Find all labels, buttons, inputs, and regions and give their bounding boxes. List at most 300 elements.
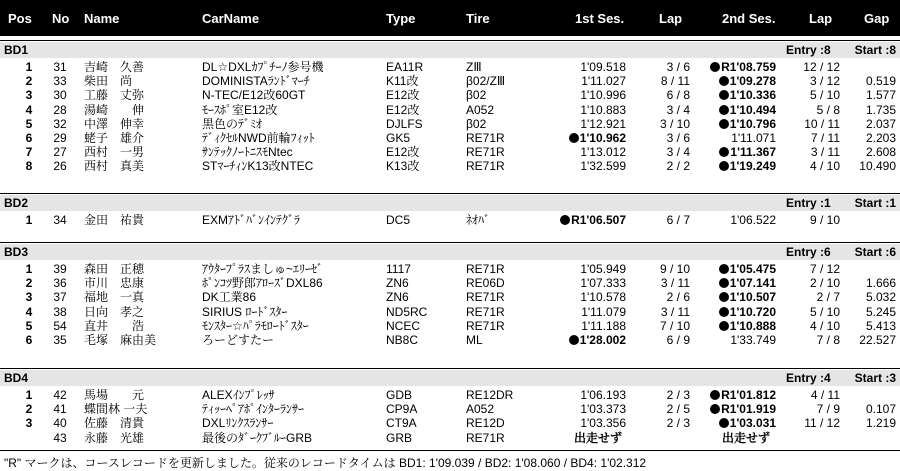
cell-lap1: 6 / 8 <box>666 88 690 103</box>
time-text: 1'10.578 <box>580 290 626 305</box>
time-text: 1'10.494 <box>729 102 776 117</box>
cell-name: 直井 浩 <box>84 318 145 333</box>
cell-carname: ﾓﾝｽﾀｰ☆ﾊﾟﾗﾓﾛｰﾄﾞｽﾀｰ <box>202 318 309 333</box>
cell-type: GK5 <box>386 131 411 145</box>
section-divider <box>0 450 900 451</box>
result-row <box>0 388 900 402</box>
time-text: 1'13.012 <box>580 145 626 160</box>
cell-no: 34 <box>53 213 67 227</box>
time-text: 1'03.356 <box>580 416 626 431</box>
cell-name: 湯崎 伸 <box>84 102 145 117</box>
cell-pos: 3 <box>25 290 33 305</box>
time-text: 1'06.193 <box>580 388 626 402</box>
cell-lap2: 7 / 9 <box>816 402 840 417</box>
time-text: 1'05.949 <box>580 262 626 276</box>
cell-lap2: 7 / 11 <box>810 131 840 145</box>
class-header <box>0 244 900 260</box>
cell-lap1: 2 / 3 <box>666 416 690 431</box>
cell-2nd-session <box>676 60 776 74</box>
cell-carname: ﾓｰｽﾎﾟ室E12改 <box>202 102 278 117</box>
cell-tire: β02 <box>466 88 487 103</box>
cell-gap: 0.519 <box>865 74 896 89</box>
time-text: 1'11.027 <box>581 74 626 89</box>
time-text: 1'10.996 <box>580 88 626 103</box>
cell-pos: 7 <box>25 145 33 160</box>
cell-2nd-session <box>676 276 776 290</box>
cell-1st-session <box>526 117 626 131</box>
class-entry-count: Entry :1 <box>786 196 831 210</box>
cell-no: 39 <box>53 262 67 276</box>
cell-type: E12改 <box>386 102 420 117</box>
section-divider <box>0 193 900 194</box>
class-entry-count: Entry :8 <box>786 43 831 57</box>
cell-lap2: 7 / 8 <box>816 333 840 347</box>
cell-no: 27 <box>53 145 67 160</box>
class-header <box>0 370 900 386</box>
cell-2nd-session <box>676 416 776 430</box>
cell-carname: ﾃﾞｨｸｾﾙNWD前輪ﾌｨｯﾄ <box>202 131 315 145</box>
cell-gap: 10.490 <box>859 159 896 174</box>
best-lap-dot-icon <box>719 147 729 157</box>
cell-lap1: 3 / 11 <box>660 304 690 319</box>
time-text: 1'07.333 <box>580 276 626 291</box>
cell-1st-session <box>526 276 626 290</box>
cell-no: 30 <box>53 88 67 103</box>
cell-no: 33 <box>53 74 67 89</box>
cell-gap: 2.037 <box>865 116 896 131</box>
cell-gap: 5.032 <box>865 290 896 305</box>
cell-carname: DOMINISTAﾗﾝﾄﾞﾏｰﾁ <box>202 74 310 89</box>
class-name: BD1 <box>4 43 29 57</box>
cell-1st-session <box>526 388 626 402</box>
cell-2nd-session <box>676 159 776 173</box>
best-lap-dot-icon <box>719 278 729 288</box>
cell-name: 永藤 光雄 <box>84 430 145 445</box>
cell-carname: DK工業86 <box>202 290 257 305</box>
cell-gap: 5.413 <box>865 318 896 333</box>
result-row <box>0 319 900 333</box>
cell-gap: 1.577 <box>865 88 896 103</box>
section-divider <box>0 368 900 369</box>
cell-type: DJLFS <box>386 116 423 131</box>
time-text: 1'07.141 <box>729 276 776 291</box>
cell-tire: A052 <box>466 402 495 417</box>
cell-carname: ｱｳﾀｰﾌﾟﾗｽましゅ~ｴﾘｰｾﾞ <box>202 262 324 276</box>
cell-2nd-session <box>676 402 776 416</box>
cell-carname: ALEXｲﾝﾌﾟﾚｯｻ <box>202 388 275 402</box>
cell-name: 福地 一真 <box>84 290 145 305</box>
cell-lap1: 2 / 5 <box>666 402 690 417</box>
cell-2nd-session <box>676 319 776 333</box>
cell-pos: 5 <box>25 318 33 333</box>
cell-type: ZN6 <box>386 276 409 291</box>
cell-1st-session <box>526 159 626 173</box>
cell-1st-session <box>526 103 626 117</box>
time-text: R1'06.507 <box>571 213 626 227</box>
time-text: 1'11.188 <box>581 318 626 333</box>
cell-lap1: 7 / 10 <box>659 318 690 333</box>
result-row <box>0 402 900 416</box>
cell-type: GDB <box>386 388 413 402</box>
cell-1st-session <box>526 416 626 430</box>
best-lap-dot-icon <box>710 404 720 414</box>
cell-lap2: 4 / 10 <box>809 318 840 333</box>
cell-pos: 3 <box>25 88 33 103</box>
best-lap-dot-icon <box>569 133 579 143</box>
cell-1st-session <box>526 262 626 276</box>
cell-1st-session <box>526 145 626 159</box>
cell-1st-session <box>526 290 626 304</box>
header-pos: Pos <box>8 11 32 26</box>
cell-name: 佐藤 清貴 <box>84 416 145 431</box>
cell-gap: 1.666 <box>865 276 896 291</box>
header-carname: CarName <box>202 11 260 26</box>
cell-tire: RE71R <box>466 145 505 160</box>
cell-pos: 6 <box>25 333 33 347</box>
cell-carname: 最後のﾀﾞｰｸﾌﾞﾙｰGRB <box>202 430 313 445</box>
result-row <box>0 290 900 304</box>
cell-name: 馬場 元 <box>84 388 145 402</box>
cell-lap2: 7 / 12 <box>809 262 840 276</box>
best-lap-dot-icon <box>719 161 729 171</box>
cell-pos: 8 <box>25 159 33 174</box>
cell-lap2: 5 / 8 <box>816 102 840 117</box>
best-lap-dot-icon <box>719 90 729 100</box>
time-text: 1'06.522 <box>730 213 776 227</box>
cell-name: 蝶間林 一夫 <box>84 402 148 417</box>
cell-name: 柴田 尚 <box>84 74 133 89</box>
cell-tire: RE71R <box>466 318 505 333</box>
cell-no: 28 <box>53 102 67 117</box>
cell-2nd-session <box>676 290 776 304</box>
cell-type: ZN6 <box>386 290 409 305</box>
cell-1st-session <box>526 88 626 102</box>
cell-lap1: 2 / 2 <box>666 159 690 174</box>
cell-type: NB8C <box>386 333 419 347</box>
result-row <box>0 117 900 131</box>
cell-type: K11改 <box>386 74 419 89</box>
cell-no: 26 <box>53 159 67 174</box>
cell-type: CP9A <box>386 402 418 417</box>
cell-2nd-session <box>676 213 776 227</box>
time-text: 1'03.031 <box>729 416 776 431</box>
cell-carname: ﾃｨｯｰﾍﾟｱﾎﾟｲﾝﾀｰﾗﾝｻｰ <box>202 402 305 417</box>
cell-tire: RE71R <box>466 159 505 174</box>
cell-pos: 5 <box>25 116 33 131</box>
cell-gap: 22.527 <box>859 333 896 347</box>
time-text: R1'01.919 <box>721 402 776 417</box>
best-lap-dot-icon <box>719 307 729 317</box>
cell-no: 38 <box>53 304 67 319</box>
cell-no: 42 <box>53 388 67 402</box>
cell-2nd-session <box>676 117 776 131</box>
cell-2nd-session <box>676 305 776 319</box>
cell-no: 32 <box>53 116 67 131</box>
cell-name: 工藤 丈弥 <box>84 88 145 103</box>
result-row <box>0 74 900 88</box>
result-row <box>0 159 900 173</box>
cell-name: 吉崎 久善 <box>84 60 145 74</box>
cell-tire: RE12D <box>466 416 505 431</box>
best-lap-dot-icon <box>719 119 729 129</box>
cell-pos: 4 <box>25 304 33 319</box>
cell-2nd-session <box>676 262 776 276</box>
result-row <box>0 431 900 445</box>
result-row <box>0 213 900 227</box>
cell-type: ND5RC <box>386 304 428 319</box>
record-note: "R" マークは、コースレコードを更新しました。従来のレコードタイムは BD1: 1'09.039 / BD2: 1'08.060 / BD4: 1'02.312 <box>4 456 647 470</box>
cell-lap2: 11 / 12 <box>804 416 840 431</box>
cell-carname: DXLﾘﾝｸｽﾗﾝｻｰ <box>202 416 274 431</box>
result-row <box>0 60 900 74</box>
cell-2nd-session <box>676 88 776 102</box>
cell-type: E12改 <box>386 88 420 103</box>
time-text: 1'09.518 <box>580 60 626 74</box>
cell-gap: 1.219 <box>865 416 896 431</box>
cell-2nd-session <box>676 388 776 402</box>
cell-tire: RE71R <box>466 262 505 276</box>
cell-name: 金田 祐貴 <box>84 213 145 227</box>
cell-1st-session <box>526 213 626 227</box>
cell-lap2: 5 / 10 <box>809 88 840 103</box>
time-text: 1'33.749 <box>730 333 776 347</box>
cell-pos: 2 <box>25 74 33 89</box>
cell-tire: β02/ZⅢ <box>466 74 506 89</box>
cell-type: GRB <box>386 430 413 445</box>
result-row <box>0 333 900 347</box>
cell-lap2: 2 / 10 <box>809 276 840 291</box>
cell-lap1: 3 / 11 <box>660 276 690 291</box>
class-start-count: Start :1 <box>854 196 896 210</box>
class-header <box>0 42 900 58</box>
best-lap-dot-icon <box>710 62 720 72</box>
header-no: No <box>52 11 70 26</box>
best-lap-dot-icon <box>719 292 729 302</box>
cell-gap: 2.203 <box>865 131 896 145</box>
best-lap-dot-icon <box>719 105 729 115</box>
cell-2nd-session <box>676 333 776 347</box>
class-start-count: Start :3 <box>854 371 896 385</box>
cell-tire: ZⅢ <box>466 60 482 74</box>
cell-gap: 2.608 <box>865 145 896 160</box>
cell-tire: ML <box>466 333 483 347</box>
cell-lap1: 3 / 4 <box>666 145 690 160</box>
cell-pos: 2 <box>25 402 33 417</box>
result-row <box>0 103 900 117</box>
cell-carname: DL☆DXLｶﾌﾟﾁｰﾉ参号機 <box>202 60 324 74</box>
cell-lap2: 10 / 11 <box>804 116 840 131</box>
cell-1st-session <box>526 402 626 416</box>
cell-pos: 2 <box>25 276 33 291</box>
cell-pos: 1 <box>25 60 33 74</box>
best-lap-dot-icon <box>710 390 720 400</box>
cell-type: EA11R <box>386 60 424 74</box>
cell-no: 43 <box>53 430 67 445</box>
column-header <box>0 0 900 36</box>
cell-2nd-session <box>676 145 776 159</box>
header-1st-session: 1st Ses. <box>575 11 625 26</box>
header-lap1: Lap <box>659 11 683 26</box>
cell-lap2: 12 / 12 <box>803 60 840 74</box>
header-gap: Gap <box>864 11 890 26</box>
cell-tire: RE71R <box>466 131 505 145</box>
best-lap-dot-icon <box>569 335 579 345</box>
cell-lap1: 2 / 3 <box>666 388 690 402</box>
class-start-count: Start :6 <box>854 245 896 259</box>
header-type: Type <box>386 11 416 26</box>
cell-carname: ﾎﾟﾝｺﾂ野郎ｱﾛｰｽﾞDXL86 <box>202 276 323 291</box>
time-text: R1'08.759 <box>721 60 776 74</box>
class-name: BD4 <box>4 371 29 385</box>
cell-pos: 1 <box>25 262 33 276</box>
time-text: 1'11.367 <box>730 145 776 160</box>
class-start-count: Start :8 <box>854 43 896 57</box>
section-divider <box>0 40 900 41</box>
cell-lap2: 5 / 10 <box>809 304 840 319</box>
time-text: 1'10.507 <box>729 290 776 305</box>
cell-name: 市川 忠康 <box>84 276 145 291</box>
cell-no: 31 <box>53 60 67 74</box>
class-entry-count: Entry :4 <box>786 371 831 385</box>
time-text: 1'10.720 <box>729 304 776 319</box>
cell-lap1: 6 / 9 <box>666 333 690 347</box>
cell-tire: β02 <box>466 116 487 131</box>
cell-no: 40 <box>53 416 67 431</box>
cell-2nd-session <box>676 74 776 88</box>
result-row <box>0 145 900 159</box>
cell-name: 西村 真美 <box>84 159 145 174</box>
cell-lap1: 9 / 10 <box>659 262 690 276</box>
cell-no: 37 <box>53 290 67 305</box>
cell-lap1: 3 / 4 <box>666 102 690 117</box>
cell-1st-session <box>526 74 626 88</box>
cell-1st-session <box>526 333 626 347</box>
cell-lap2: 3 / 12 <box>809 74 840 89</box>
result-row <box>0 262 900 276</box>
cell-lap2: 2 / 7 <box>816 290 840 305</box>
time-text: 1'09.278 <box>729 74 776 89</box>
result-row <box>0 276 900 290</box>
cell-no: 54 <box>53 318 67 333</box>
cell-lap1: 2 / 6 <box>666 290 690 305</box>
result-row <box>0 88 900 102</box>
cell-lap1: 6 / 7 <box>666 213 690 227</box>
cell-carname: 黒色のﾃﾞﾐｵ <box>202 116 263 131</box>
time-text: 1'10.336 <box>729 88 776 103</box>
result-row <box>0 416 900 430</box>
time-text: 1'10.883 <box>580 102 626 117</box>
time-text: 1'10.888 <box>729 318 776 333</box>
cell-type: NCEC <box>386 318 421 333</box>
cell-type: E12改 <box>386 145 420 160</box>
class-entry-count: Entry :6 <box>786 245 831 259</box>
cell-no: 35 <box>53 333 67 347</box>
cell-pos: 1 <box>25 213 33 227</box>
time-text: 1'32.599 <box>580 159 626 174</box>
cell-lap1: 3 / 6 <box>666 60 690 74</box>
cell-pos: 3 <box>25 416 33 431</box>
cell-lap1: 8 / 11 <box>660 74 690 89</box>
cell-tire: A052 <box>466 102 495 117</box>
cell-pos: 4 <box>25 102 33 117</box>
cell-1st-session <box>526 305 626 319</box>
cell-pos: 1 <box>25 388 33 402</box>
time-text: 1'03.373 <box>580 402 626 417</box>
cell-carname: N-TEC/E12改60GT <box>202 88 306 103</box>
time-text: R1'01.812 <box>721 388 776 402</box>
cell-lap2: 4 / 10 <box>809 159 840 174</box>
cell-tire: RE71R <box>466 290 505 305</box>
cell-lap2: 4 / 11 <box>810 388 840 402</box>
cell-tire: RE71R <box>466 430 505 445</box>
cell-gap: 5.245 <box>865 304 896 319</box>
cell-1st-session: 出走せず <box>574 430 623 445</box>
cell-lap2: 9 / 10 <box>809 213 840 227</box>
cell-1st-session <box>526 60 626 74</box>
cell-name: 蛯子 雄介 <box>84 131 145 145</box>
time-text: 1'05.475 <box>729 262 776 276</box>
cell-no: 29 <box>53 131 67 145</box>
cell-no: 41 <box>53 402 67 417</box>
cell-tire: RE12DR <box>466 388 514 402</box>
header-name: Name <box>84 11 120 26</box>
time-text: 1'11.071 <box>731 131 776 145</box>
cell-pos: 6 <box>25 131 33 145</box>
cell-2nd-session <box>676 131 776 145</box>
cell-tire: ﾈｵﾊﾞ <box>466 213 491 227</box>
time-text: 1'10.962 <box>579 131 626 145</box>
cell-type: K13改 <box>386 159 420 174</box>
cell-no: 36 <box>53 276 67 291</box>
cell-carname: ｻﾝﾃｯｸﾉｰﾄﾆｽﾓNtec <box>202 145 293 160</box>
cell-gap: 0.107 <box>865 402 896 417</box>
cell-name: 日向 孝之 <box>84 304 145 319</box>
best-lap-dot-icon <box>719 418 729 428</box>
best-lap-dot-icon <box>560 215 570 225</box>
cell-lap2: 3 / 11 <box>810 145 840 160</box>
cell-name: 毛塚 麻由美 <box>84 333 157 347</box>
cell-2nd-session: 出走せず <box>722 430 771 445</box>
cell-tire: RE06D <box>466 276 505 291</box>
cell-tire: RE71R <box>466 304 505 319</box>
cell-gap: 1.735 <box>865 102 896 117</box>
cell-1st-session <box>526 319 626 333</box>
class-header <box>0 195 900 211</box>
header-tire: Tire <box>466 11 490 26</box>
cell-carname: EXMｱﾄﾞﾊﾞﾝｲﾝﾃｸﾞﾗ <box>202 213 301 227</box>
cell-carname: ろーどすたー <box>202 333 275 347</box>
cell-carname: SIRIUS ﾛｰﾄﾞｽﾀｰ <box>202 304 288 319</box>
header-lap2: Lap <box>809 11 833 26</box>
cell-name: 西村 一男 <box>84 145 145 160</box>
time-text: 1'11.079 <box>581 304 626 319</box>
cell-1st-session <box>526 131 626 145</box>
cell-type: DC5 <box>386 213 411 227</box>
header-2nd-session: 2nd Ses. <box>722 11 776 26</box>
time-text: 1'12.921 <box>580 116 626 131</box>
cell-2nd-session <box>676 103 776 117</box>
cell-carname: STﾏｰﾁｨﾝK13改NTEC <box>202 159 314 174</box>
cell-type: CT9A <box>386 416 417 431</box>
result-row <box>0 305 900 319</box>
time-text: 1'28.002 <box>579 333 626 347</box>
best-lap-dot-icon <box>719 321 729 331</box>
result-row <box>0 131 900 145</box>
cell-type: 1117 <box>386 262 411 276</box>
best-lap-dot-icon <box>719 264 729 274</box>
cell-lap1: 3 / 10 <box>659 116 690 131</box>
section-divider <box>0 242 900 243</box>
